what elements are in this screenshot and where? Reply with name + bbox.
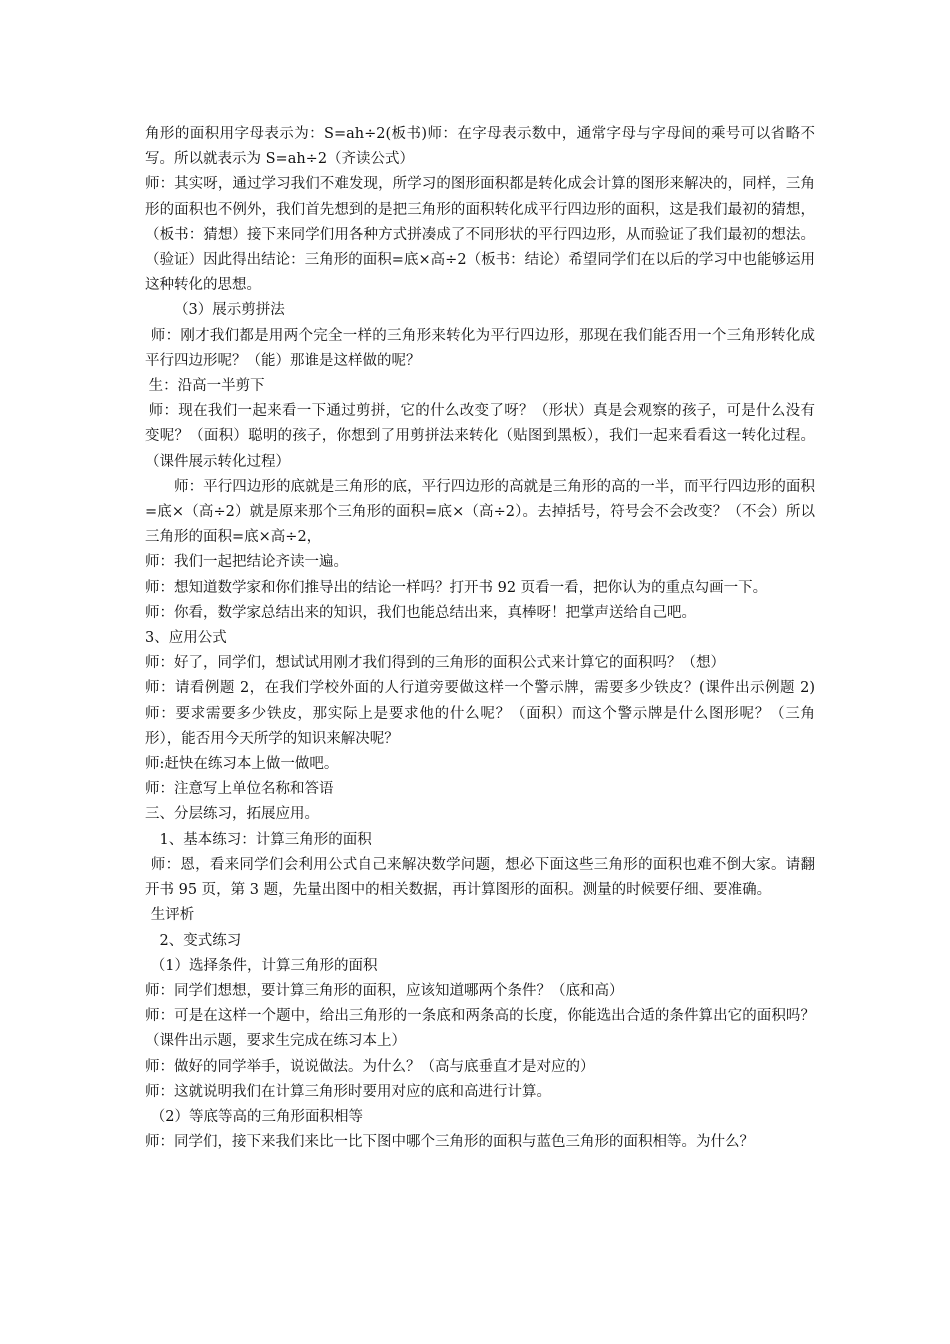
paragraph-try-formula: 师：好了，同学们，想试试用刚才我们得到的三角形的面积公式来计算它的面积吗？（想） <box>145 655 725 672</box>
paragraph-example-two: 师：请看例题 2，在我们学校外面的人行道旁要做这样一个警示牌，需要多少铁皮？(课件出示例题 2)师：要求需要多少铁皮，那实际上是要求他的什么呢？（面积）而这个警示牌是什么图形呢？（三角形），能否用今天所学的知识来解决呢？ <box>145 680 815 747</box>
document-page <box>145 122 815 1155</box>
paragraph-conversion-summary: 师：其实呀，通过学习我们不难发现，所学习的图形面积都是转化成会计算的图形来解决的，同样，三角形的面积也不例外，我们首先想到的是把三角形的面积转化成平行四边形的面积，这是我们最初的猜想，（板书：猜想）接下来同学们用各种方式拼凑成了不同形状的平行四边形，从而验证了我们最初的想法。（验证）因此得出结论：三角形的面积=底×高÷2（板书：结论）希望同学们在以后的学习中也能够运用这种转化的思想。 <box>145 176 815 294</box>
paragraph-formula-notation: 角形的面积用字母表示为：S=ah÷2(板书)师：在字母表示数中，通常字母与字母间的乘号可以省略不写。所以就表示为 S=ah÷2（齐读公式） <box>145 126 815 168</box>
paragraph-units-note: 师：注意写上单位名称和答语 <box>145 781 334 798</box>
paragraph-book-page-95: 师：恩，看来同学们会利用公式自己来解决数学问题，想必下面这些三角形的面积也难不倒大家。请翻开书 95 页，第 3 题，先量出图中的相关数据，再计算图形的面积。测量的时候要仔细、要准确。 <box>145 856 815 899</box>
heading-cut-and-splice: （3）展示剪拼法 <box>174 302 285 319</box>
paragraph-explain-method: 师：做好的同学举手，说说做法。为什么？（高与底垂直才是对应的） <box>145 1058 595 1075</box>
heading-equal-base-height: （2）等底等高的三角形面积相等 <box>150 1108 364 1125</box>
paragraph-shape-change: 师：现在我们一起来看一下通过剪拼，它的什么改变了呀？（形状）真是会观察的孩子，可是什么没有变呢？（面积）聪明的孩子，你想到了用剪拼法来转化（贴图到黑板），我们一起来看看这一转化过程。（课件展示转化过程） <box>145 403 815 470</box>
paragraph-one-base-two-heights: 师：可是在这样一个题中，给出三角形的一条底和两条高的长度，你能选出合适的条件算出它的面积吗？（课件出示题，要求生完成在练习本上） <box>145 1008 815 1050</box>
paragraph-student-answer: 生：沿高一半剪下 <box>148 378 265 395</box>
heading-select-conditions: （1）选择条件，计算三角形的面积 <box>150 957 378 974</box>
paragraph-read-conclusion: 师：我们一起把结论齐读一遍。 <box>145 554 348 571</box>
paragraph-corresponding-base-height: 师：这就说明我们在计算三角形时要用对应的底和高进行计算。 <box>145 1083 551 1100</box>
paragraph-do-exercise: 师:赶快在练习本上做一做吧。 <box>145 756 339 773</box>
heading-apply-formula: 3、应用公式 <box>145 630 227 647</box>
heading-layered-practice: 三、分层练习，拓展应用。 <box>145 806 319 823</box>
paragraph-one-triangle-question: 师：刚才我们都是用两个完全一样的三角形来转化为平行四边形，那现在我们能否用一个三角形转化成平行四边形呢？（能）那谁是这样做的呢？ <box>145 327 815 369</box>
paragraph-student-review: 生评析 <box>150 907 195 924</box>
heading-basic-practice: 1、基本练习：计算三角形的面积 <box>159 831 372 848</box>
heading-variant-practice: 2、变式练习 <box>159 932 242 949</box>
paragraph-two-conditions: 师：同学们想想，要计算三角形的面积，应该知道哪两个条件？（底和高） <box>145 982 624 999</box>
paragraph-praise: 师：你看，数学家总结出来的知识，我们也能总结出来，真棒呀！把掌声送给自己吧。 <box>145 604 696 621</box>
paragraph-open-book: 师：想知道数学家和你们推导出的结论一样吗？打开书 92 页看一看，把你认为的重点勾画一下。 <box>145 579 768 596</box>
paragraph-parallelogram-derivation: 师：平行四边形的底就是三角形的底，平行四边形的高就是三角形的高的一半，而平行四边形的面积=底×（高÷2）就是原来那个三角形的面积=底×（高÷2）。去掉括号，符号会不会改变？（不会）所以三角形的面积=底×高÷2， <box>145 478 815 546</box>
paragraph-compare-blue-triangle: 师：同学们，接下来我们来比一比下图中哪个三角形的面积与蓝色三角形的面积相等。为什么？ <box>145 1134 754 1151</box>
